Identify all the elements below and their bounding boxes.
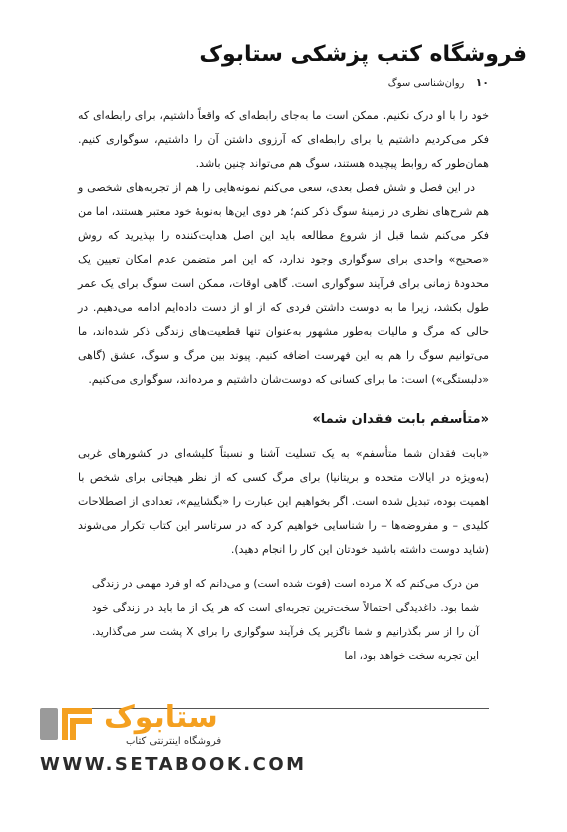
running-head [78,76,489,89]
page-number: ۱۰ [475,76,489,89]
section-paragraph: «بابت فقدان شما متأسفم» به یک تسلیت آشنا و نسبتاً کلیشه‌ای در کشورهای غربی (به‌ویژه در ایالات متحده و بریتانیا) برای مرگ کسی که از نظر هیجانی برای شخص با اهمیت بوده، تبدیل شده است. اگر بخواهیم این عبارت را «بگشاییم»، تعدادی از اصطلاحات کلیدی – و مفروضه‌ها – را شناسایی خواهیم کرد که در سرتاسر این کتاب تکرار می‌شوند (شاید دوست داشته باشید خودتان این کار را انجام دهید). [78,447,489,556]
book-title: روان‌شناسی سوگ [387,78,465,89]
website-url[interactable]: WWW.SETABOOK.COM [40,754,307,775]
setabook-logo [38,700,248,752]
block-quote: من درک می‌کنم که X مرده است (فوت شده است) و می‌دانم که او فرد مهمی در زندگی شما بود. داغدیدگی احتمالاً سخت‌ترین تجربه‌ای است که هر یک از ما باید در زندگی خود آن را از سر بگذرانیم و شما ناگزیر یک فرآیند سوگواری را برای X پشت سر می‌گذارید. این تجربه سخت خواهد بود، اما [92,578,479,662]
logo-subtitle: فروشگاه اینترنتی کتاب [126,736,222,747]
page-body [78,104,489,668]
paragraph: در این فصل و شش فصل بعدی، سعی می‌کنم نمونه‌هایی را هم از تجربه‌های شخصی و هم شرح‌های نظری در زمینهٔ سوگ ذکر کنم؛ هر دوی این‌ها به‌نوبهٔ خود معتبر هستند، اما من فکر می‌کنم شما قبل از شروع مطالعه باید این اصل هدایت‌کننده را بپذیرید که روش «صحیح» واحدی برای سوگواری وجود ندارد، که این امر متضمن عدم امکان تعیین یک محدودهٔ زمانی برای فرآیند سوگواری است. گاهی اوقات، ممکن است سوگ برای یک عمر طول بکشد، زیرا ما به دوست داشتن فردی که از او از دست داده‌ایم ادامه می‌دهیم. در حالی که مرگ و مالیات به‌طور مشهور به‌عنوان تنها قطعیت‌های زندگی ذکر شده‌اند، ما می‌توانیم سوگ را هم به این فهرست اضافه کنیم. پیوند بین مرگ و سوگ، عشق (گاهی «دلبستگی») است: ما برای کسانی که دوست‌شان داشتیم و مرده‌اند، سوگواری می‌کنیم. [78,181,489,386]
section-heading: «متأسفم بابت فقدان شما» [312,412,489,427]
paragraph: خود را با او درک نکنیم. ممکن است ما به‌جای رابطه‌ای که واقعاً داشتیم، برای رابطه‌ای که فکر می‌کردیم داشتیم یا برای رابطه‌ای که آرزوی داشتن آن را داشتیم، سوگواری کنیم. همان‌طور که روابط پیچیده هستند، سوگ هم می‌تواند چنین باشد. [78,109,489,170]
store-title: فروشگاه کتب پزشکی ستابوک [199,42,527,67]
logo-wordmark: ستابوک [104,700,218,735]
logo-chevron-icon [38,704,94,744]
